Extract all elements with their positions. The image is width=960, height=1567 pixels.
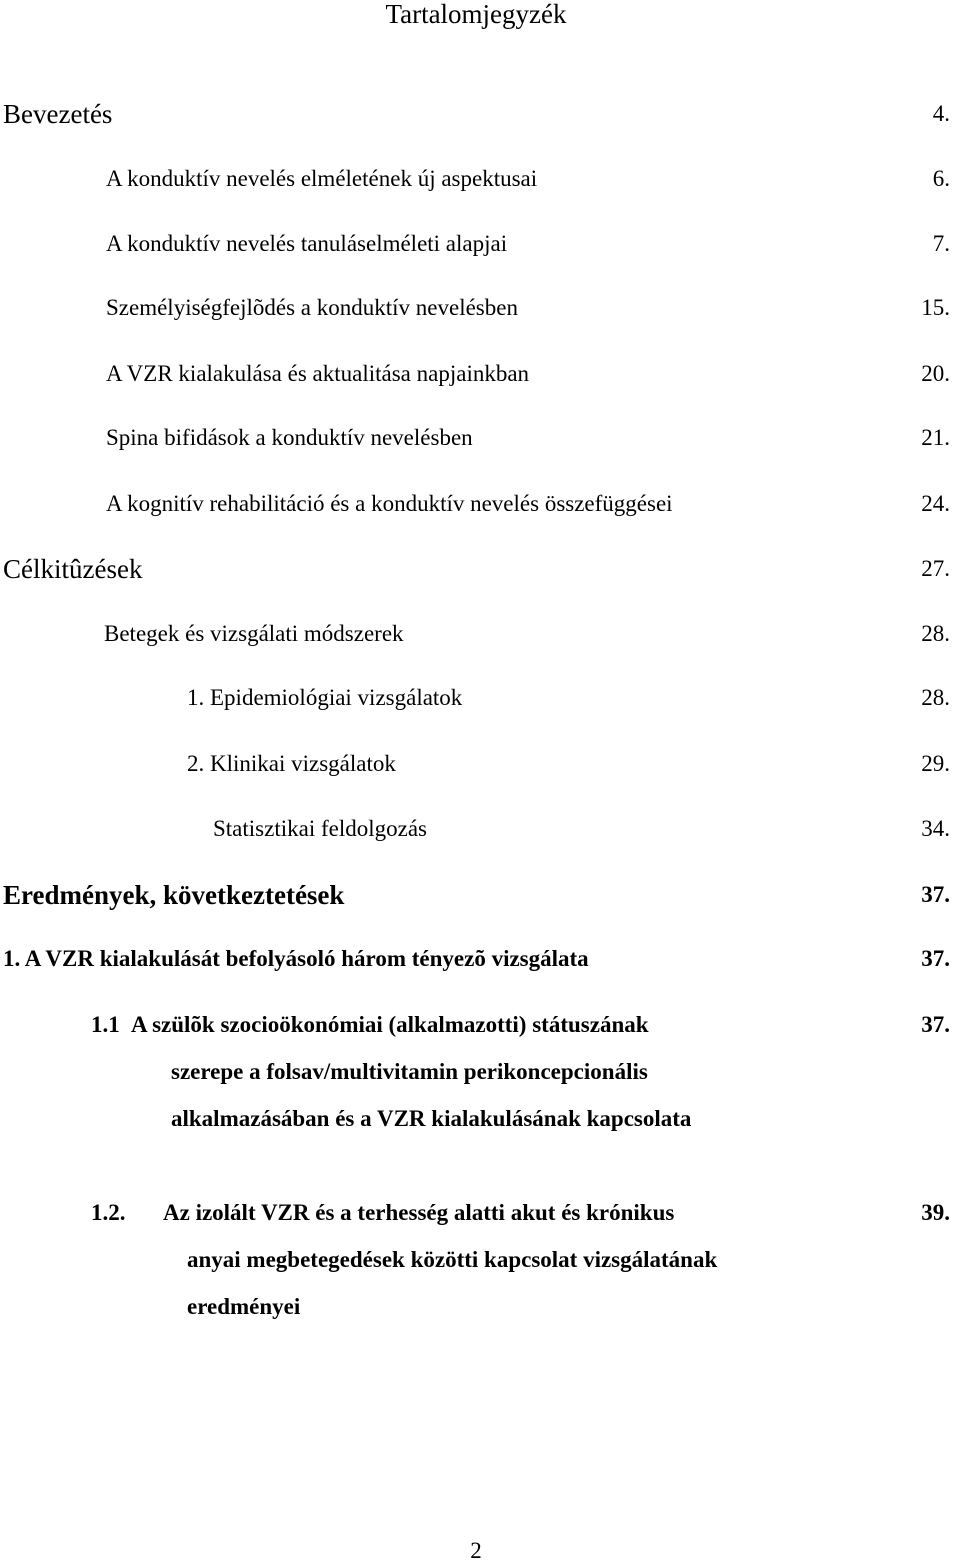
toc-entry-page: 20.: [921, 361, 950, 386]
toc-entry-text: A VZR kialakulása és aktualitása napjainkban: [106, 361, 530, 386]
toc-entry-page: 37.: [921, 946, 950, 971]
page-title: Tartalomjegyzék: [385, 0, 567, 29]
toc-entry-eredmenyek: [0, 877, 960, 913]
toc-entry: [0, 290, 960, 326]
toc-entry-text: 2. Klinikai vizsgálatok: [187, 751, 396, 776]
toc-entry-line: szerepe a folsav/multivitamin perikoncepcionális: [171, 1059, 648, 1084]
toc-entry-text: 1. Epidemiológiai vizsgálatok: [187, 685, 463, 710]
toc-entry-page: 15.: [921, 295, 950, 320]
toc-entry: [0, 161, 960, 197]
toc-entry-line: alkalmazásában és a VZR kialakulásának kapcsolata: [171, 1106, 692, 1131]
toc-entry-text: Személyiségfejlõdés a konduktív nevelésben: [106, 295, 518, 320]
toc-entry-page: 7.: [932, 231, 950, 256]
toc-entry-text: Bevezetés: [3, 99, 113, 129]
toc-entry-line: anyai megbetegedések közötti kapcsolat vizsgálatának: [187, 1247, 718, 1272]
toc-entry-page: 29.: [921, 751, 950, 776]
toc-entry-number: 1.2.: [91, 1200, 126, 1225]
toc-entry-page: 6.: [932, 166, 950, 191]
toc-entry-page: 37.: [921, 882, 950, 907]
toc-entry-bevezetes: [0, 96, 960, 132]
toc-entry: [0, 356, 960, 392]
toc-entry-page: 24.: [921, 491, 950, 516]
toc-entry-1-1: [0, 1007, 960, 1148]
toc-entry-page: 27.: [921, 556, 950, 581]
toc-entry-lines: [131, 1007, 691, 1148]
toc-entry: [0, 811, 960, 847]
toc-entry-1-2: [0, 1195, 960, 1336]
toc-entry-page: 28.: [921, 621, 950, 646]
toc-entry-text: A kognitív rehabilitáció és a konduktív nevelés összefüggései: [106, 491, 673, 516]
toc-entry-page: 21.: [921, 425, 950, 450]
toc-entry: [0, 680, 960, 716]
toc-entry: [0, 420, 960, 456]
toc-entry-line: A szülõk szocioökonómiai (alkalmazotti) státuszának: [131, 1012, 649, 1037]
toc-entry: [0, 746, 960, 782]
toc-entry-text: Spina bifidások a konduktív nevelésben: [106, 425, 473, 450]
toc-entry-text: 1. A VZR kialakulását befolyásoló három tényezõ vizsgálata: [3, 946, 589, 971]
toc-entry-number: 1.1: [91, 1012, 120, 1037]
toc-entry-line: eredményei: [187, 1294, 301, 1319]
toc-entry-page: 34.: [921, 816, 950, 841]
toc-entry-page: 28.: [921, 685, 950, 710]
toc-entry-text: A konduktív nevelés tanuláselméleti alapjai: [106, 231, 508, 256]
toc-entry-page: 37.: [921, 1012, 950, 1037]
toc-entry-page: 4.: [932, 101, 950, 126]
toc-entry-page: 39.: [921, 1200, 950, 1225]
toc-entry: [0, 486, 960, 522]
page-number: 2: [470, 1538, 482, 1563]
toc-entry-celkituzesek: [0, 551, 960, 587]
toc-entry-line: Az izolált VZR és a terhesség alatti akut és krónikus: [163, 1200, 675, 1225]
toc-entry-text: Eredmények, következtetések: [3, 880, 345, 910]
toc-entry-text: Betegek és vizsgálati módszerek: [104, 621, 404, 646]
toc-entry: [0, 226, 960, 262]
toc-entry-text: A konduktív nevelés elméletének új aspektusai: [106, 166, 538, 191]
toc-entry-text: Statisztikai feldolgozás: [213, 816, 427, 841]
toc-entry: [0, 616, 960, 652]
toc-entry: [0, 941, 960, 977]
toc-entry-lines: [163, 1195, 717, 1336]
toc-entry-text: Célkitûzések: [3, 554, 143, 584]
